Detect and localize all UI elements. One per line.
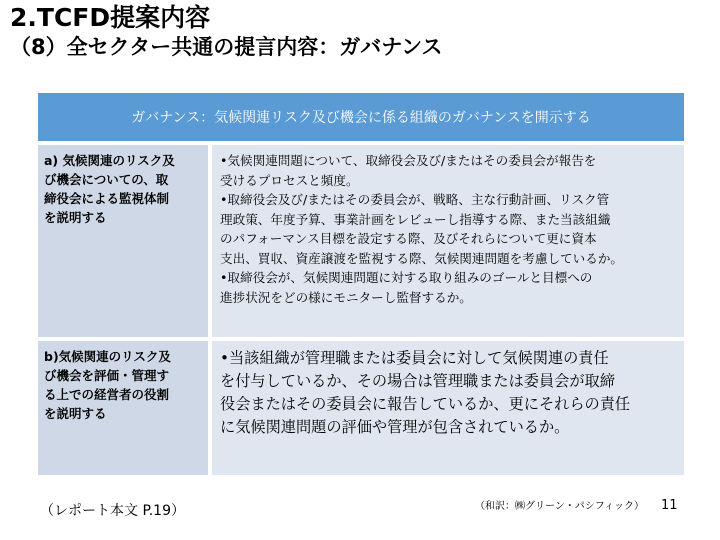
page-title: 2.TCFD提案内容 [10, 3, 211, 32]
row-body-cell [212, 145, 684, 337]
row-body-line: を付与しているか、その場合は管理職または委員会が取締 [220, 372, 615, 390]
row-body-line: 進捗状況をどの様にモニターし監督するか。 [220, 289, 472, 305]
row-body-line: のパフォーマンス目標を設定する際、及びそれらについて更に資本 [220, 231, 597, 246]
row-body-line: 理政策、年度予算、事業計画をレビューし指導する際、また当該組織 [220, 211, 611, 227]
row-label-line: る上での経営者の役割 [44, 387, 170, 402]
translation-credit: （和訳：㈱グリーン・パシフィック） [475, 501, 644, 512]
row-body-line: 受けるプロセスと頻度。 [220, 172, 359, 188]
row-label-line: び機会についての、取 [44, 172, 169, 187]
row-body-line: •取締役会が、気候関連問題に対する取り組みのゴールと目標への [220, 270, 593, 285]
row-label-line: b)気候関連のリスク及 [44, 349, 171, 364]
page-subtitle: （8）全セクター共通の提言内容：ガバナンス [10, 35, 443, 59]
row-label-line: を説明する [44, 406, 107, 421]
row-label-line: び機会を評価・管理す [44, 368, 170, 383]
row-label-line: 締役会による監視体制 [44, 191, 170, 206]
table-row [38, 145, 684, 337]
source-reference: （レポート本文 P.19） [40, 503, 185, 519]
page-number: 11 [661, 498, 678, 513]
table-row [38, 341, 684, 475]
row-body-line: に気候関連問題の評価や管理が包含されているか。 [220, 418, 570, 436]
row-body-line: •当該組織が管理職または委員会に対して気候関連の責任 [220, 349, 609, 367]
row-label-cell [38, 341, 208, 475]
row-body-cell [212, 341, 684, 475]
row-body-line: 支出、買収、資産譲渡を監視する際、気候関連問題を考慮しているか。 [220, 250, 623, 266]
row-label-line: を説明する [44, 210, 107, 225]
row-body-line: 役会またはその委員会に報告しているか、更にそれらの責任 [220, 395, 631, 413]
row-body-line: •気候関連問題について、取締役会及び/またはその委員会が報告を [220, 153, 597, 168]
table-header: ガバナンス：気候関連リスク及び機会に係る組織のガバナンスを開示する [38, 93, 684, 141]
row-body-line: •取締役会及び/またはその委員会が、戦略、主な行動計画、リスク管 [220, 192, 610, 207]
row-label-cell [38, 145, 208, 337]
row-label-line: a) 気候関連のリスク及 [44, 153, 175, 168]
